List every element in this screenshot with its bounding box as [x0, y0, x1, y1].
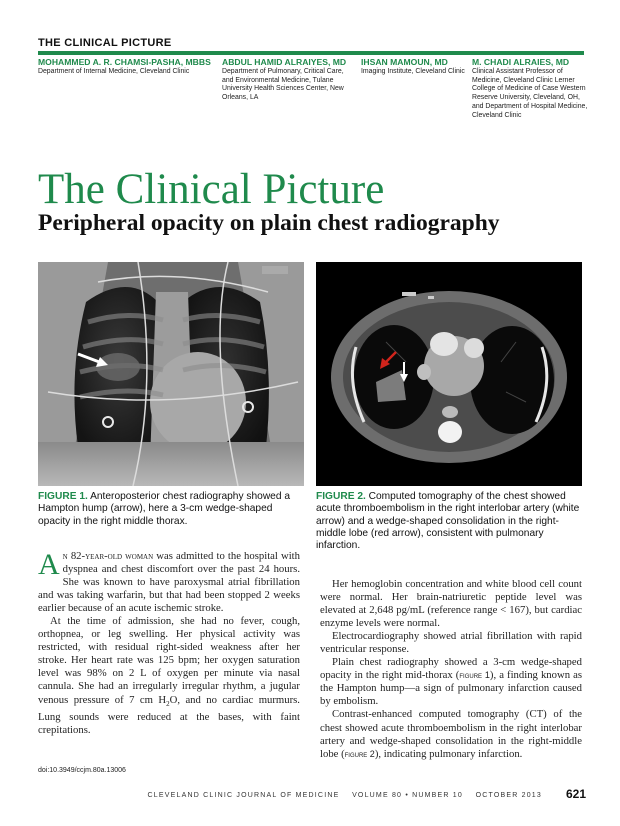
paragraph: [38, 550, 300, 615]
author-affiliation: Department of Internal Medicine, Cleveland Clinic: [38, 68, 190, 75]
paragraph-text: was admitted to the hospital with dyspnea and chest discomfort over the past 24 hours. She was known to have paroxysmal atrial fibrillation and was taking warfarin, but that had been stopped 2 weeks earlier because of an acute ischemic stroke.: [38, 550, 300, 615]
figure-2-caption: [316, 491, 584, 552]
caption-text: Anteroposterior chest radiography showed a Hampton hump (arrow), here a 3-cm wedge-shaped opacity in the right middle thorax.: [38, 491, 291, 527]
paragraph-text: O, and no cardiac murmurs. Lung sounds were reduced at the bases, with faint crepitations.: [38, 693, 300, 736]
paragraph: [320, 708, 582, 760]
paragraph-text: Contrast-enhanced computed tomography (CT) of the chest showed acute thromboembolism in the right interlobar artery and wedge-shaped consolidation in the right-middle lobe (: [320, 708, 582, 760]
author-name: IHSAN MAMOUN, MD: [361, 57, 448, 67]
author-affiliation: Department of Pulmonary, Critical Care, and Environmental Medicine, Tulane University Health Sciences Center, New Orleans, LA: [222, 68, 344, 102]
doi[interactable]: doi:10.3949/ccjm.80a.13006: [38, 767, 126, 774]
author-affiliation: Imaging Institute, Cleveland Clinic: [361, 68, 465, 75]
paragraph: Electrocardiography showed atrial fibrillation with rapid ventricular response.: [320, 630, 582, 656]
figure-2-ct-scan: [316, 262, 582, 486]
volume: VOLUME 80: [352, 792, 403, 799]
author-block-1: [38, 57, 218, 77]
page-subtitle: Peripheral opacity on plain chest radiography: [38, 210, 500, 236]
subscript: 2: [166, 699, 170, 708]
paragraph-text: At the time of admission, she had no fever, cough, orthopnea, or leg swelling. Her physical activity was restricted, with residual right-sided weakness after her stroke. Her heart rate was 125 bpm; her oxygen saturation level was 98% on 2 L of oxygen per minute via nasal cannula. She had an irregularly irregular rhythm, a jugular venous pressure of 7 cm H: [38, 615, 300, 706]
author-block-4: [472, 57, 588, 120]
author-affiliation: Clinical Assistant Professor of Medicine, Cleveland Clinic Lerner College of Medicine of Case Western Reserve University, Cleveland, OH, and Department of Hospital Medicine, Cleveland Clinic: [472, 68, 588, 119]
page-title: The Clinical Picture: [38, 166, 385, 213]
paragraph: [320, 656, 582, 708]
author-name: M. CHADI ALRAIES, MD: [472, 57, 570, 67]
drop-cap: A: [38, 548, 60, 581]
running-footer: [148, 792, 542, 799]
author-block-2: [222, 57, 356, 103]
journal-name: CLEVELAND CLINIC JOURNAL OF MEDICINE: [147, 792, 340, 799]
figure-ref-link[interactable]: figure 2: [344, 748, 375, 759]
paragraph: [38, 615, 300, 737]
figure-label: FIGURE 1.: [38, 491, 88, 502]
author-name: ABDUL HAMID ALRAIYES, MD: [222, 57, 347, 67]
figure-label: FIGURE 2.: [316, 491, 366, 502]
paragraph-text: ), indicating pulmonary infarction.: [374, 747, 523, 760]
issue-number: NUMBER 10: [412, 792, 463, 799]
header-rule: [38, 51, 584, 55]
page-number: 621: [566, 787, 587, 801]
section-label: THE CLINICAL PICTURE: [38, 37, 172, 49]
figure-ref-link[interactable]: figure 1: [459, 670, 490, 681]
figure-1-radiograph: [38, 262, 304, 486]
author-name: MOHAMMED A. R. CHAMSI-PASHA, MBBS: [38, 57, 211, 67]
bullet-separator: •: [405, 792, 409, 799]
paragraph-text: Plain chest radiography showed a 3-cm wedge-shaped opacity in the right mid-thorax (: [320, 656, 582, 682]
issue-date: OCTOBER 2013: [475, 792, 542, 799]
figure-1-caption: [38, 491, 300, 528]
body-column-left: [38, 550, 300, 737]
paragraph-text: ), a finding known as the Hampton hump—a sign of pulmonary infarction caused by embolism.: [320, 669, 582, 708]
lead-in: n 82-year-old woman: [62, 550, 154, 562]
body-column-right: [320, 578, 582, 761]
caption-text: Computed tomography of the chest showed acute thromboembolism in the right interlobar artery (white arrow) and a wedge-shaped consolidation in the right-middle lobe (red arrow), consistent with pulmonary infarction.: [316, 491, 580, 552]
author-block-3: [361, 57, 469, 77]
paragraph: Her hemoglobin concentration and white blood cell count were normal. Her brain-natriuretic peptide level was elevated at 2,648 pg/mL (reference range < 167), but cardiac enzyme levels were normal.: [320, 578, 582, 630]
